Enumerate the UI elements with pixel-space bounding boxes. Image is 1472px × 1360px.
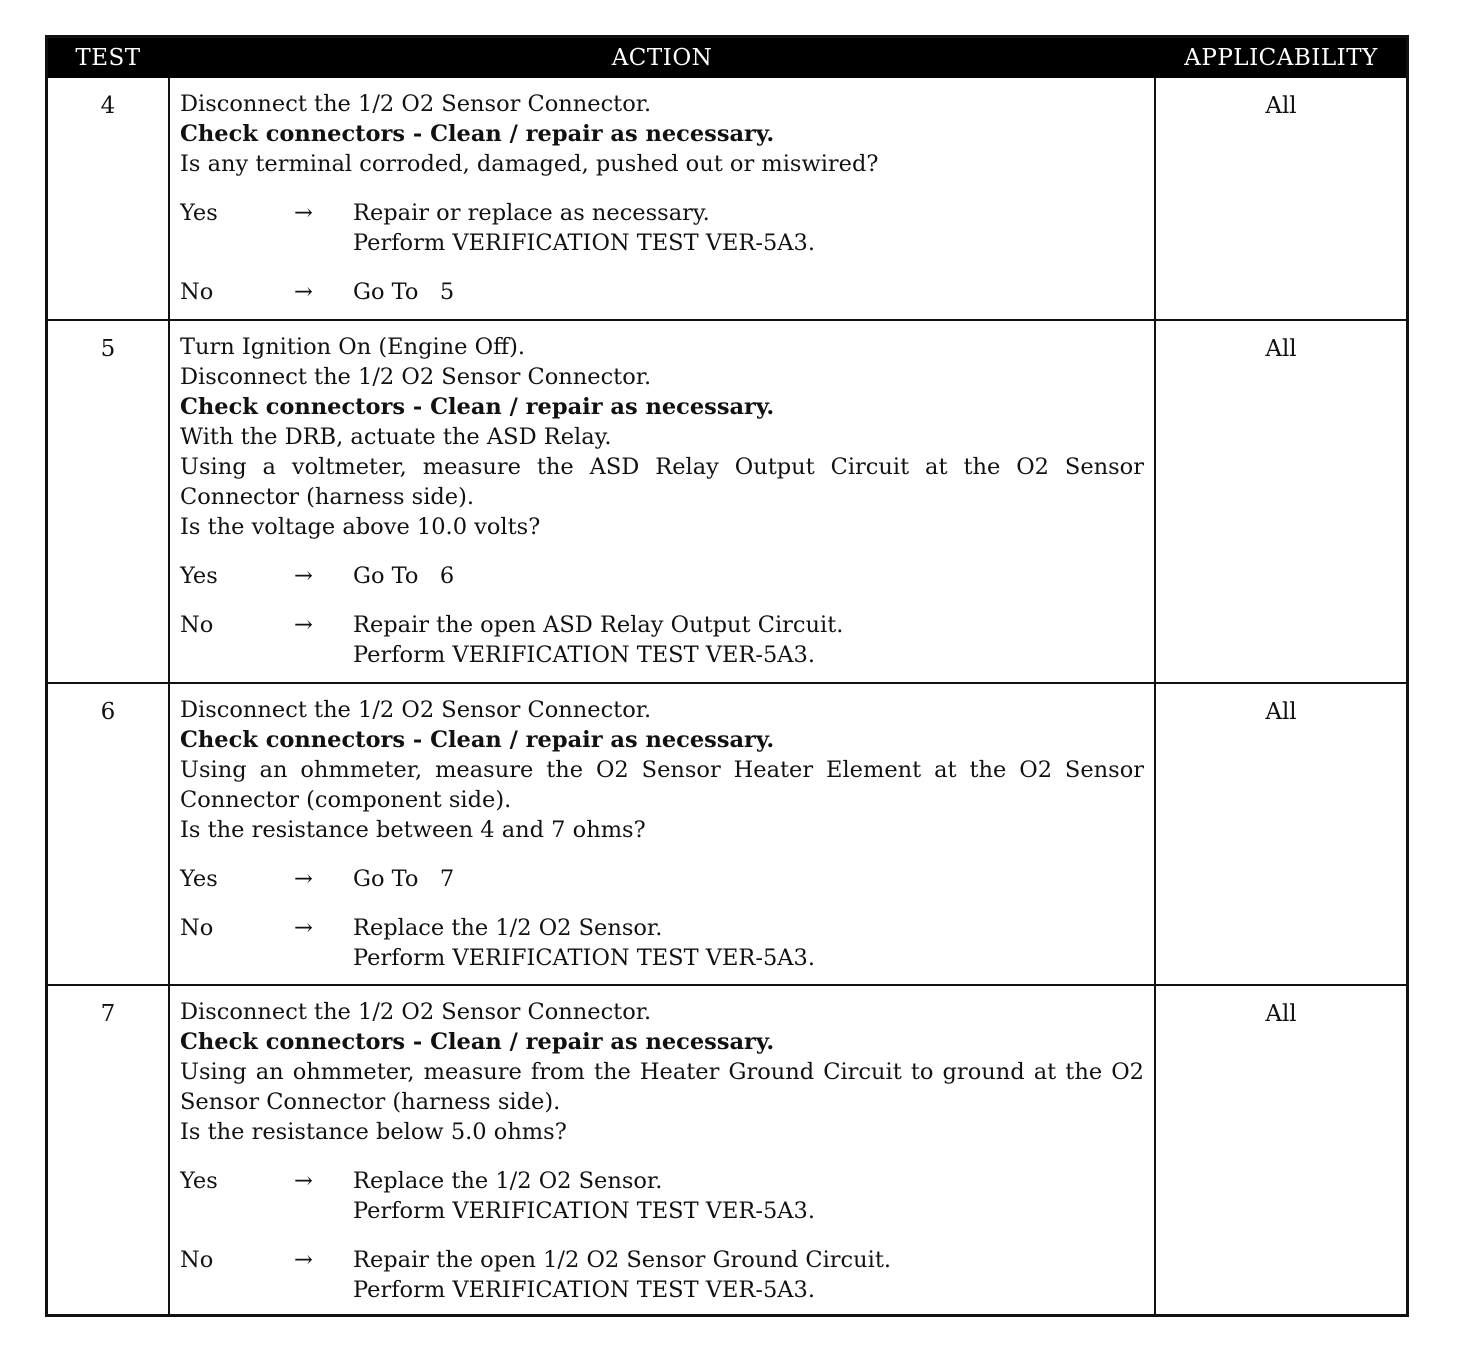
result-line: Repair the open 1/2 O2 Sensor Ground Circuit. [353, 1247, 892, 1273]
option-yes [180, 864, 1144, 894]
option-result [353, 1166, 1144, 1226]
option-label: Yes [180, 866, 218, 892]
action-question: Is the resistance below 5.0 ohms? [180, 1119, 567, 1145]
action-line: Using an ohmmeter, measure from the Heater Ground Circuit to ground at the O2 Sensor Connector (harness side). [180, 1059, 1144, 1115]
arrow-icon: → [294, 563, 313, 589]
action-line: With the DRB, actuate the ASD Relay. [180, 424, 612, 450]
result-line: Perform VERIFICATION TEST VER-5A3. [353, 1198, 815, 1224]
option-label: Yes [180, 563, 218, 589]
test-number: 6 [100, 699, 116, 725]
arrow-icon: → [294, 279, 313, 305]
option-yes [180, 561, 1144, 591]
action-line: Disconnect the 1/2 O2 Sensor Connector. [180, 999, 652, 1025]
table-row-test-7 [48, 984, 1406, 1317]
option-label: No [180, 915, 214, 941]
option-label: Yes [180, 1168, 218, 1194]
action-line: Disconnect the 1/2 O2 Sensor Connector. [180, 364, 652, 390]
arrow-icon: → [294, 1168, 313, 1194]
option-no [180, 913, 1144, 973]
applicability-cell: All [1265, 699, 1297, 725]
arrow-icon: → [294, 200, 313, 226]
arrow-icon: → [294, 866, 313, 892]
option-result [353, 198, 1144, 258]
result-line: Perform VERIFICATION TEST VER-5A3. [353, 1277, 815, 1303]
option-result [353, 1245, 1144, 1305]
option-result [353, 913, 1144, 973]
arrow-icon: → [294, 612, 313, 638]
result-line: Perform VERIFICATION TEST VER-5A3. [353, 642, 815, 668]
applicability-cell: All [1265, 93, 1297, 119]
option-label: Yes [180, 200, 218, 226]
option-result [353, 561, 1144, 591]
option-no [180, 277, 1144, 307]
test-number: 7 [100, 1001, 116, 1027]
arrow-icon: → [294, 1247, 313, 1273]
action-cell [168, 78, 1156, 319]
test-number: 5 [100, 336, 116, 362]
action-cell [168, 986, 1156, 1317]
action-question: Is the voltage above 10.0 volts? [180, 514, 541, 540]
header-action: ACTION [611, 45, 713, 71]
action-cell [168, 321, 1156, 682]
option-result [353, 610, 1144, 670]
option-label: No [180, 612, 214, 638]
table-row-test-5 [48, 319, 1406, 682]
table-row-test-6 [48, 682, 1406, 984]
applicability-cell: All [1265, 1001, 1297, 1027]
action-question: Is any terminal corroded, damaged, pushed out or miswired? [180, 151, 879, 177]
action-line: Using a voltmeter, measure the ASD Relay Output Circuit at the O2 Sensor Connector (harness side). [180, 454, 1144, 510]
diagnostic-test-table [45, 35, 1409, 1317]
result-line: Go To 5 [353, 279, 455, 305]
action-line-bold: Check connectors - Clean / repair as necessary. [180, 1029, 775, 1055]
result-line: Replace the 1/2 O2 Sensor. [353, 1168, 663, 1194]
option-label: No [180, 279, 214, 305]
header-test: TEST [75, 45, 141, 71]
result-line: Go To 6 [353, 563, 455, 589]
result-line: Replace the 1/2 O2 Sensor. [353, 915, 663, 941]
option-yes [180, 198, 1144, 258]
option-result [353, 864, 1144, 894]
table-header [48, 38, 1406, 78]
result-line: Repair the open ASD Relay Output Circuit. [353, 612, 844, 638]
action-question: Is the resistance between 4 and 7 ohms? [180, 817, 646, 843]
action-line: Using an ohmmeter, measure the O2 Sensor Heater Element at the O2 Sensor Connector (component side). [180, 757, 1144, 813]
arrow-icon: → [294, 915, 313, 941]
action-line-bold: Check connectors - Clean / repair as necessary. [180, 727, 775, 753]
action-line: Disconnect the 1/2 O2 Sensor Connector. [180, 697, 652, 723]
result-line: Repair or replace as necessary. [353, 200, 710, 226]
option-no [180, 610, 1144, 670]
table-row-test-4 [48, 78, 1406, 319]
action-line: Turn Ignition On (Engine Off). [180, 334, 526, 360]
test-number: 4 [100, 93, 116, 119]
option-yes [180, 1166, 1144, 1226]
header-applicability: APPLICABILITY [1184, 45, 1378, 71]
action-line-bold: Check connectors - Clean / repair as necessary. [180, 121, 775, 147]
applicability-cell: All [1265, 336, 1297, 362]
result-line: Perform VERIFICATION TEST VER-5A3. [353, 230, 815, 256]
option-label: No [180, 1247, 214, 1273]
action-line-bold: Check connectors - Clean / repair as necessary. [180, 394, 775, 420]
result-line: Go To 7 [353, 866, 455, 892]
action-line: Disconnect the 1/2 O2 Sensor Connector. [180, 91, 652, 117]
option-no [180, 1245, 1144, 1305]
action-cell [168, 684, 1156, 984]
option-result [353, 277, 1144, 307]
result-line: Perform VERIFICATION TEST VER-5A3. [353, 945, 815, 971]
